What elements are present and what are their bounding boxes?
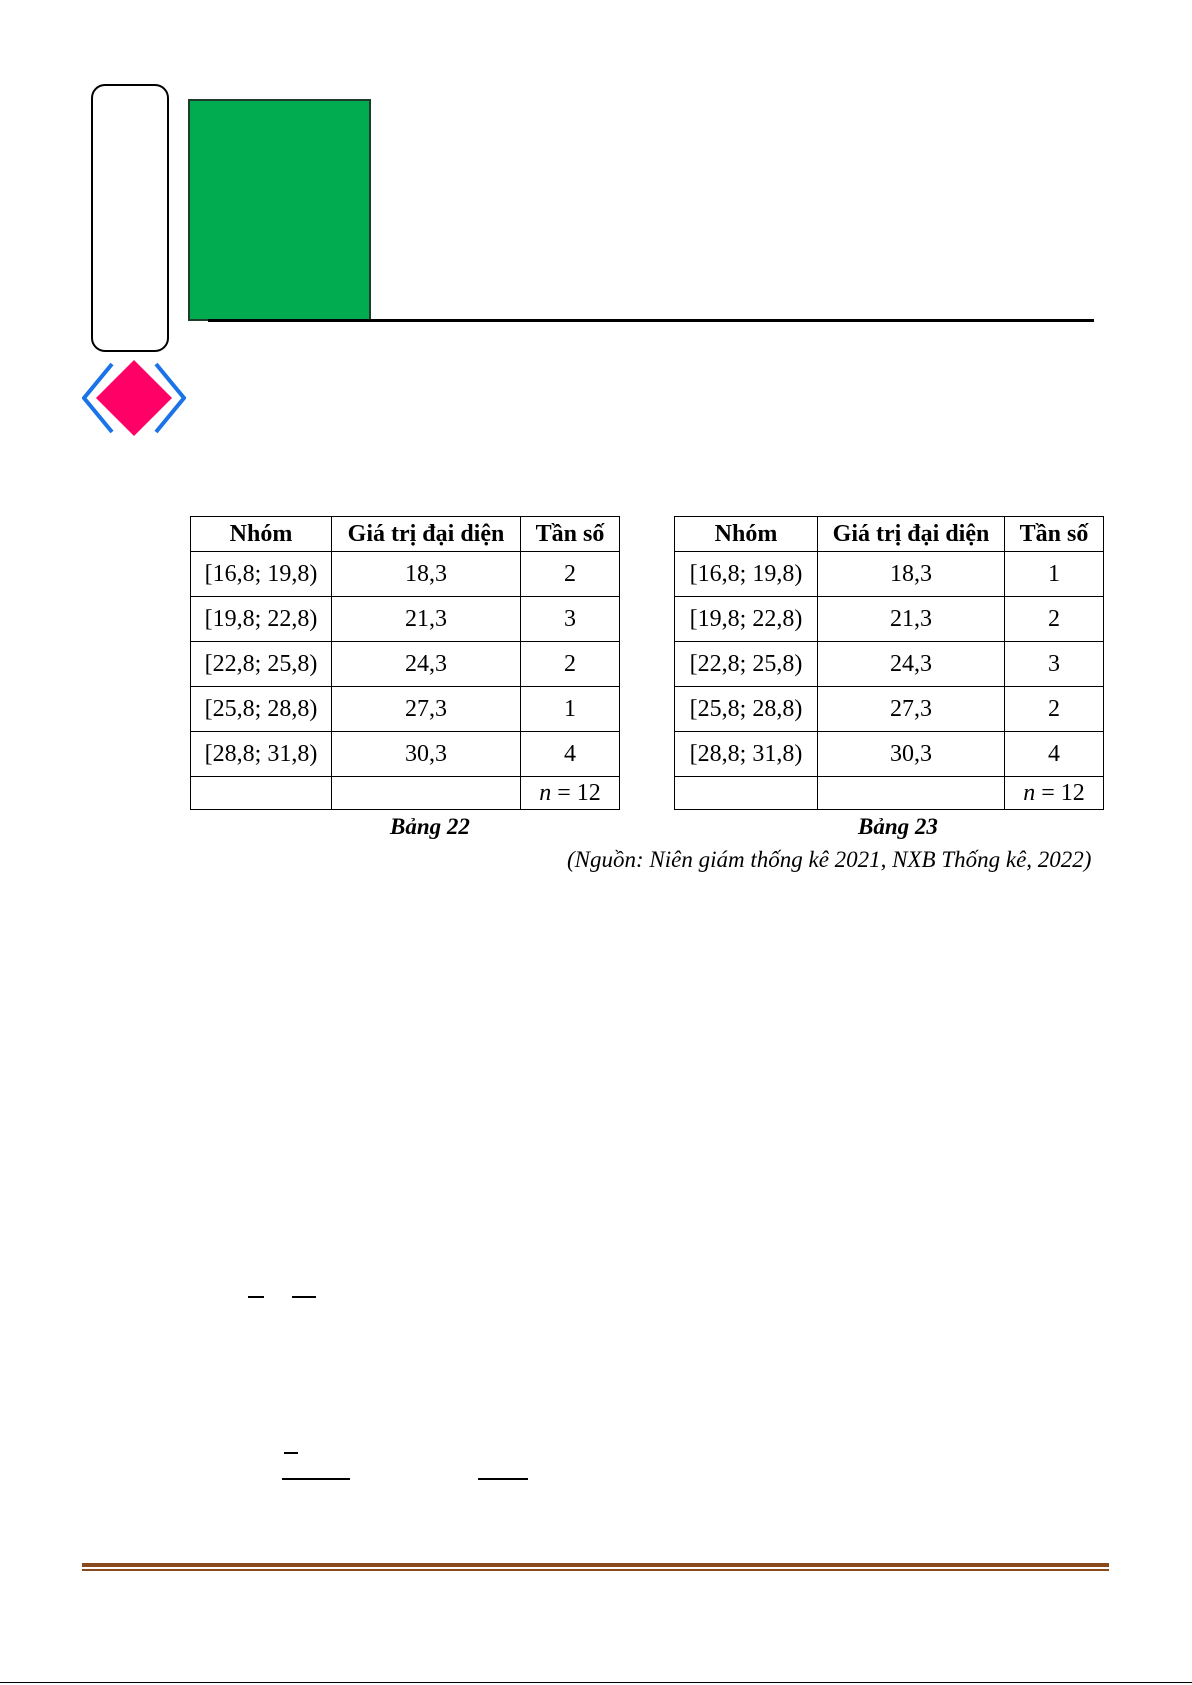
table-total-row — [675, 777, 1104, 810]
cell-total — [1005, 777, 1104, 810]
cell-group: [22,8; 25,8) — [191, 642, 332, 687]
cell-freq: 2 — [521, 642, 620, 687]
table-header-row — [675, 517, 1104, 552]
table-row — [675, 597, 1104, 642]
total-value: = 12 — [1035, 779, 1085, 806]
cell-group: [25,8; 28,8) — [675, 687, 818, 732]
header-rule — [208, 319, 1094, 322]
cell-empty — [332, 777, 521, 810]
cell-freq: 2 — [1005, 597, 1104, 642]
cell-value: 30,3 — [818, 732, 1005, 777]
footer-rule — [82, 1563, 1109, 1567]
cell-value: 27,3 — [332, 687, 521, 732]
cell-group: [25,8; 28,8) — [191, 687, 332, 732]
cell-group: [28,8; 31,8) — [191, 732, 332, 777]
cell-group: [19,8; 22,8) — [191, 597, 332, 642]
table-row — [191, 687, 620, 732]
cell-value: 30,3 — [332, 732, 521, 777]
cell-freq: 2 — [1005, 687, 1104, 732]
page-bottom-line — [0, 1682, 1192, 1683]
table-22 — [190, 516, 620, 810]
cell-group: [16,8; 19,8) — [191, 552, 332, 597]
chapter-header-block — [188, 99, 371, 321]
cell-value: 21,3 — [332, 597, 521, 642]
formula-bar — [292, 1296, 316, 1298]
cell-value: 21,3 — [818, 597, 1005, 642]
cell-empty — [191, 777, 332, 810]
header-value: Giá trị đại diện — [818, 517, 1005, 552]
total-variable: n — [1023, 779, 1036, 806]
table-row — [675, 732, 1104, 777]
formula-bar — [282, 1478, 350, 1480]
table-row — [675, 642, 1104, 687]
footer-rule-thin — [82, 1569, 1109, 1571]
header-freq: Tần số — [521, 517, 620, 552]
cell-freq: 4 — [1005, 732, 1104, 777]
table-row — [191, 732, 620, 777]
cell-group: [22,8; 25,8) — [675, 642, 818, 687]
cell-freq: 4 — [521, 732, 620, 777]
cell-value: 24,3 — [818, 642, 1005, 687]
header-group: Nhóm — [191, 517, 332, 552]
cell-value: 18,3 — [818, 552, 1005, 597]
table-row — [191, 552, 620, 597]
table-row — [191, 597, 620, 642]
table-total-row — [191, 777, 620, 810]
cell-group: [19,8; 22,8) — [675, 597, 818, 642]
cell-freq: 1 — [521, 687, 620, 732]
formula-bar — [248, 1296, 264, 1298]
source-note: (Nguồn: Niên giám thống kê 2021, NXB Thống kê, 2022) — [567, 847, 1092, 872]
cell-group: [16,8; 19,8) — [675, 552, 818, 597]
cell-empty — [818, 777, 1005, 810]
cell-total — [521, 777, 620, 810]
table-row — [675, 687, 1104, 732]
cell-empty — [675, 777, 818, 810]
table-22-caption: Bảng 22 — [390, 814, 470, 839]
total-variable: n — [539, 779, 552, 806]
table-23 — [674, 516, 1104, 810]
header-freq: Tần số — [1005, 517, 1104, 552]
section-diamond-icon — [82, 360, 186, 436]
header-group: Nhóm — [675, 517, 818, 552]
total-value: = 12 — [551, 779, 601, 806]
header-value: Giá trị đại diện — [332, 517, 521, 552]
formula-bar — [478, 1478, 528, 1480]
table-row — [675, 552, 1104, 597]
table-23-caption: Bảng 23 — [858, 814, 938, 839]
cell-group: [28,8; 31,8) — [675, 732, 818, 777]
table-header-row — [191, 517, 620, 552]
cell-freq: 2 — [521, 552, 620, 597]
side-tab — [91, 84, 169, 352]
cell-value: 27,3 — [818, 687, 1005, 732]
cell-freq: 1 — [1005, 552, 1104, 597]
cell-value: 18,3 — [332, 552, 521, 597]
cell-freq: 3 — [521, 597, 620, 642]
cell-freq: 3 — [1005, 642, 1104, 687]
cell-value: 24,3 — [332, 642, 521, 687]
formula-bar — [284, 1452, 298, 1454]
table-row — [191, 642, 620, 687]
